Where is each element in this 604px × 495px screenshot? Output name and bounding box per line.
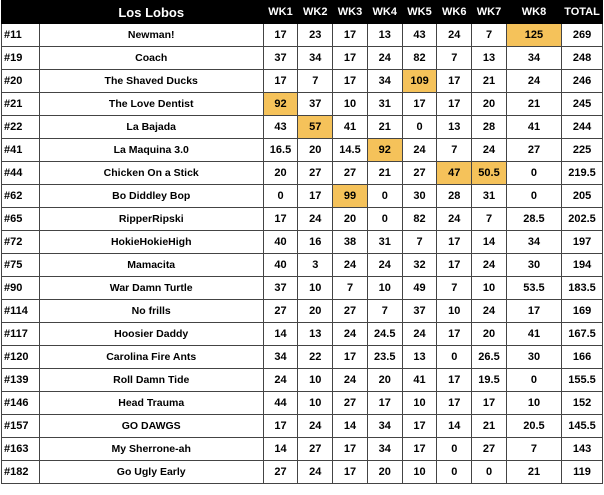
week-2-score-cell: 3	[298, 254, 333, 277]
table-row	[2, 300, 603, 323]
rank-cell: #182	[2, 461, 40, 484]
week-4-score-cell: 31	[367, 231, 402, 254]
table-body	[2, 24, 603, 484]
table-row	[2, 231, 603, 254]
week-1-score-cell: 43	[263, 116, 298, 139]
week-2-score-cell: 37	[298, 93, 333, 116]
week-7-score-cell: 21	[472, 415, 507, 438]
total-score-cell: 194	[562, 254, 603, 277]
team-name-cell: Bo Diddley Bop	[39, 185, 263, 208]
week-5-score-cell: 10	[402, 392, 437, 415]
week-3-score-cell: 17	[333, 70, 368, 93]
week-6-score-cell: 17	[437, 70, 472, 93]
total-score-cell: 246	[562, 70, 603, 93]
column-header-wk3: WK3	[333, 1, 368, 24]
week-2-score-cell: 10	[298, 369, 333, 392]
week-7-score-cell: 50.5	[472, 162, 507, 185]
week-1-score-cell: 20	[263, 162, 298, 185]
table-row	[2, 415, 603, 438]
week-1-score-cell: 27	[263, 300, 298, 323]
rank-header	[2, 1, 40, 24]
week-7-score-cell: 0	[472, 461, 507, 484]
week-4-score-cell: 34	[367, 438, 402, 461]
table-row	[2, 392, 603, 415]
team-name-cell: No frills	[39, 300, 263, 323]
week-4-score-cell: 13	[367, 24, 402, 47]
week-3-score-cell: 17	[333, 438, 368, 461]
week-1-score-cell: 27	[263, 461, 298, 484]
week-2-score-cell: 7	[298, 70, 333, 93]
week-6-score-cell: 24	[437, 208, 472, 231]
table-row	[2, 254, 603, 277]
week-6-score-cell: 47	[437, 162, 472, 185]
week-8-score-cell: 0	[506, 369, 561, 392]
week-8-score-cell: 7	[506, 438, 561, 461]
week-3-score-cell: 38	[333, 231, 368, 254]
week-4-score-cell: 31	[367, 93, 402, 116]
week-7-score-cell: 31	[472, 185, 507, 208]
week-3-score-cell: 24	[333, 323, 368, 346]
week-1-score-cell: 14	[263, 323, 298, 346]
table-row	[2, 346, 603, 369]
week-1-score-cell: 24	[263, 369, 298, 392]
week-8-score-cell: 41	[506, 116, 561, 139]
rank-cell: #157	[2, 415, 40, 438]
week-4-score-cell: 24	[367, 254, 402, 277]
total-score-cell: 205	[562, 185, 603, 208]
week-3-score-cell: 27	[333, 162, 368, 185]
week-1-score-cell: 17	[263, 24, 298, 47]
week-3-score-cell: 20	[333, 208, 368, 231]
total-score-cell: 152	[562, 392, 603, 415]
rank-cell: #75	[2, 254, 40, 277]
week-6-score-cell: 17	[437, 254, 472, 277]
table-row	[2, 438, 603, 461]
week-3-score-cell: 41	[333, 116, 368, 139]
rank-cell: #20	[2, 70, 40, 93]
week-5-score-cell: 13	[402, 346, 437, 369]
table-row	[2, 139, 603, 162]
week-5-score-cell: 32	[402, 254, 437, 277]
week-7-score-cell: 7	[472, 24, 507, 47]
week-3-score-cell: 24	[333, 369, 368, 392]
week-2-score-cell: 17	[298, 185, 333, 208]
week-6-score-cell: 13	[437, 116, 472, 139]
week-2-score-cell: 10	[298, 277, 333, 300]
rank-cell: #41	[2, 139, 40, 162]
week-3-score-cell: 27	[333, 300, 368, 323]
week-5-score-cell: 30	[402, 185, 437, 208]
week-4-score-cell: 92	[367, 139, 402, 162]
week-2-score-cell: 24	[298, 415, 333, 438]
week-6-score-cell: 28	[437, 185, 472, 208]
table-row	[2, 461, 603, 484]
total-score-cell: 169	[562, 300, 603, 323]
week-7-score-cell: 14	[472, 231, 507, 254]
rank-cell: #114	[2, 300, 40, 323]
total-score-cell: 183.5	[562, 277, 603, 300]
total-score-cell: 202.5	[562, 208, 603, 231]
week-7-score-cell: 17	[472, 392, 507, 415]
table-title: Los Lobos	[39, 1, 263, 24]
team-name-cell: The Love Dentist	[39, 93, 263, 116]
week-7-score-cell: 26.5	[472, 346, 507, 369]
week-8-score-cell: 24	[506, 70, 561, 93]
team-name-cell: Coach	[39, 47, 263, 70]
week-8-score-cell: 53.5	[506, 277, 561, 300]
table-row	[2, 47, 603, 70]
week-4-score-cell: 34	[367, 415, 402, 438]
team-name-cell: Newman!	[39, 24, 263, 47]
week-6-score-cell: 17	[437, 323, 472, 346]
rank-cell: #22	[2, 116, 40, 139]
table-row	[2, 208, 603, 231]
week-3-score-cell: 99	[333, 185, 368, 208]
week-2-score-cell: 27	[298, 162, 333, 185]
week-4-score-cell: 21	[367, 162, 402, 185]
week-8-score-cell: 0	[506, 162, 561, 185]
rank-cell: #120	[2, 346, 40, 369]
total-score-cell: 167.5	[562, 323, 603, 346]
week-3-score-cell: 10	[333, 93, 368, 116]
team-name-cell: Carolina Fire Ants	[39, 346, 263, 369]
week-3-score-cell: 7	[333, 277, 368, 300]
total-score-cell: 219.5	[562, 162, 603, 185]
total-score-cell: 269	[562, 24, 603, 47]
week-4-score-cell: 24	[367, 47, 402, 70]
week-6-score-cell: 0	[437, 461, 472, 484]
week-4-score-cell: 34	[367, 70, 402, 93]
week-8-score-cell: 30	[506, 254, 561, 277]
column-header-wk8: WK8	[506, 1, 561, 24]
week-3-score-cell: 14.5	[333, 139, 368, 162]
week-5-score-cell: 109	[402, 70, 437, 93]
week-2-score-cell: 20	[298, 139, 333, 162]
week-7-score-cell: 24	[472, 300, 507, 323]
total-score-cell: 119	[562, 461, 603, 484]
column-header-wk6: WK6	[437, 1, 472, 24]
week-8-score-cell: 20.5	[506, 415, 561, 438]
week-3-score-cell: 14	[333, 415, 368, 438]
week-2-score-cell: 24	[298, 461, 333, 484]
week-2-score-cell: 24	[298, 208, 333, 231]
rank-cell: #11	[2, 24, 40, 47]
week-1-score-cell: 17	[263, 415, 298, 438]
rank-cell: #163	[2, 438, 40, 461]
week-1-score-cell: 0	[263, 185, 298, 208]
week-7-score-cell: 28	[472, 116, 507, 139]
team-name-cell: Hoosier Daddy	[39, 323, 263, 346]
team-name-cell: My Sherrone-ah	[39, 438, 263, 461]
week-2-score-cell: 13	[298, 323, 333, 346]
week-8-score-cell: 10	[506, 392, 561, 415]
table-row	[2, 323, 603, 346]
week-6-score-cell: 7	[437, 277, 472, 300]
week-7-score-cell: 21	[472, 70, 507, 93]
week-8-score-cell: 21	[506, 461, 561, 484]
column-header-wk1: WK1	[263, 1, 298, 24]
week-7-score-cell: 20	[472, 93, 507, 116]
week-7-score-cell: 24	[472, 254, 507, 277]
team-name-cell: Roll Damn Tide	[39, 369, 263, 392]
total-score-cell: 197	[562, 231, 603, 254]
team-name-cell: Head Trauma	[39, 392, 263, 415]
total-score-cell: 145.5	[562, 415, 603, 438]
week-5-score-cell: 27	[402, 162, 437, 185]
table-row	[2, 116, 603, 139]
week-8-score-cell: 28.5	[506, 208, 561, 231]
week-1-score-cell: 34	[263, 346, 298, 369]
week-3-score-cell: 17	[333, 461, 368, 484]
week-7-score-cell: 13	[472, 47, 507, 70]
total-score-cell: 245	[562, 93, 603, 116]
rank-cell: #62	[2, 185, 40, 208]
week-7-score-cell: 19.5	[472, 369, 507, 392]
week-3-score-cell: 17	[333, 346, 368, 369]
team-name-cell: War Damn Turtle	[39, 277, 263, 300]
team-name-cell: GO DAWGS	[39, 415, 263, 438]
week-2-score-cell: 10	[298, 392, 333, 415]
week-2-score-cell: 20	[298, 300, 333, 323]
week-1-score-cell: 17	[263, 70, 298, 93]
week-5-score-cell: 49	[402, 277, 437, 300]
week-5-score-cell: 43	[402, 24, 437, 47]
week-5-score-cell: 41	[402, 369, 437, 392]
rank-cell: #139	[2, 369, 40, 392]
week-6-score-cell: 17	[437, 93, 472, 116]
week-5-score-cell: 7	[402, 231, 437, 254]
rank-cell: #72	[2, 231, 40, 254]
week-7-score-cell: 27	[472, 438, 507, 461]
week-6-score-cell: 0	[437, 346, 472, 369]
week-8-score-cell: 30	[506, 346, 561, 369]
week-1-score-cell: 37	[263, 47, 298, 70]
week-4-score-cell: 20	[367, 369, 402, 392]
week-5-score-cell: 17	[402, 438, 437, 461]
total-score-cell: 166	[562, 346, 603, 369]
week-8-score-cell: 34	[506, 231, 561, 254]
rank-cell: #21	[2, 93, 40, 116]
rank-cell: #65	[2, 208, 40, 231]
week-6-score-cell: 17	[437, 392, 472, 415]
week-6-score-cell: 17	[437, 231, 472, 254]
header-row	[2, 1, 603, 24]
rank-cell: #146	[2, 392, 40, 415]
week-1-score-cell: 37	[263, 277, 298, 300]
column-header-wk7: WK7	[472, 1, 507, 24]
week-4-score-cell: 0	[367, 208, 402, 231]
week-4-score-cell: 21	[367, 116, 402, 139]
column-header-wk4: WK4	[367, 1, 402, 24]
week-6-score-cell: 24	[437, 24, 472, 47]
week-2-score-cell: 34	[298, 47, 333, 70]
week-4-score-cell: 24.5	[367, 323, 402, 346]
week-8-score-cell: 17	[506, 300, 561, 323]
team-name-cell: Chicken On a Stick	[39, 162, 263, 185]
week-2-score-cell: 57	[298, 116, 333, 139]
week-5-score-cell: 82	[402, 208, 437, 231]
week-1-score-cell: 16.5	[263, 139, 298, 162]
week-4-score-cell: 23.5	[367, 346, 402, 369]
team-name-cell: HokieHokieHigh	[39, 231, 263, 254]
week-4-score-cell: 0	[367, 185, 402, 208]
rank-cell: #90	[2, 277, 40, 300]
week-2-score-cell: 27	[298, 438, 333, 461]
week-8-score-cell: 125	[506, 24, 561, 47]
team-name-cell: La Maquina 3.0	[39, 139, 263, 162]
week-5-score-cell: 17	[402, 93, 437, 116]
week-3-score-cell: 17	[333, 47, 368, 70]
week-3-score-cell: 24	[333, 254, 368, 277]
total-score-cell: 244	[562, 116, 603, 139]
team-name-cell: La Bajada	[39, 116, 263, 139]
table-row	[2, 93, 603, 116]
week-2-score-cell: 23	[298, 24, 333, 47]
week-4-score-cell: 17	[367, 392, 402, 415]
week-1-score-cell: 44	[263, 392, 298, 415]
week-2-score-cell: 22	[298, 346, 333, 369]
week-7-score-cell: 20	[472, 323, 507, 346]
week-1-score-cell: 92	[263, 93, 298, 116]
week-8-score-cell: 34	[506, 47, 561, 70]
team-name-cell: The Shaved Ducks	[39, 70, 263, 93]
table-row	[2, 185, 603, 208]
week-7-score-cell: 24	[472, 139, 507, 162]
week-5-score-cell: 10	[402, 461, 437, 484]
week-1-score-cell: 40	[263, 254, 298, 277]
week-5-score-cell: 0	[402, 116, 437, 139]
week-5-score-cell: 82	[402, 47, 437, 70]
week-5-score-cell: 37	[402, 300, 437, 323]
rank-cell: #44	[2, 162, 40, 185]
week-7-score-cell: 10	[472, 277, 507, 300]
week-8-score-cell: 41	[506, 323, 561, 346]
week-6-score-cell: 10	[437, 300, 472, 323]
team-name-cell: Mamacita	[39, 254, 263, 277]
total-score-cell: 143	[562, 438, 603, 461]
column-header-wk2: WK2	[298, 1, 333, 24]
table-row	[2, 277, 603, 300]
table-row	[2, 162, 603, 185]
week-6-score-cell: 7	[437, 47, 472, 70]
rank-cell: #117	[2, 323, 40, 346]
week-7-score-cell: 7	[472, 208, 507, 231]
table-row	[2, 369, 603, 392]
week-4-score-cell: 20	[367, 461, 402, 484]
week-5-score-cell: 17	[402, 415, 437, 438]
week-6-score-cell: 14	[437, 415, 472, 438]
week-1-score-cell: 17	[263, 208, 298, 231]
week-8-score-cell: 21	[506, 93, 561, 116]
week-5-score-cell: 24	[402, 139, 437, 162]
table-row	[2, 24, 603, 47]
week-8-score-cell: 27	[506, 139, 561, 162]
team-name-cell: Go Ugly Early	[39, 461, 263, 484]
week-6-score-cell: 7	[437, 139, 472, 162]
week-3-score-cell: 27	[333, 392, 368, 415]
week-6-score-cell: 17	[437, 369, 472, 392]
week-4-score-cell: 7	[367, 300, 402, 323]
standings-table	[1, 0, 603, 484]
week-5-score-cell: 24	[402, 323, 437, 346]
week-1-score-cell: 40	[263, 231, 298, 254]
column-header-wk5: WK5	[402, 1, 437, 24]
rank-cell: #19	[2, 47, 40, 70]
week-6-score-cell: 0	[437, 438, 472, 461]
total-score-cell: 155.5	[562, 369, 603, 392]
week-3-score-cell: 17	[333, 24, 368, 47]
week-8-score-cell: 0	[506, 185, 561, 208]
week-1-score-cell: 14	[263, 438, 298, 461]
week-2-score-cell: 16	[298, 231, 333, 254]
team-name-cell: RipperRipski	[39, 208, 263, 231]
total-score-cell: 225	[562, 139, 603, 162]
total-score-cell: 248	[562, 47, 603, 70]
week-4-score-cell: 10	[367, 277, 402, 300]
column-header-total: TOTAL	[562, 1, 603, 24]
table-row	[2, 70, 603, 93]
